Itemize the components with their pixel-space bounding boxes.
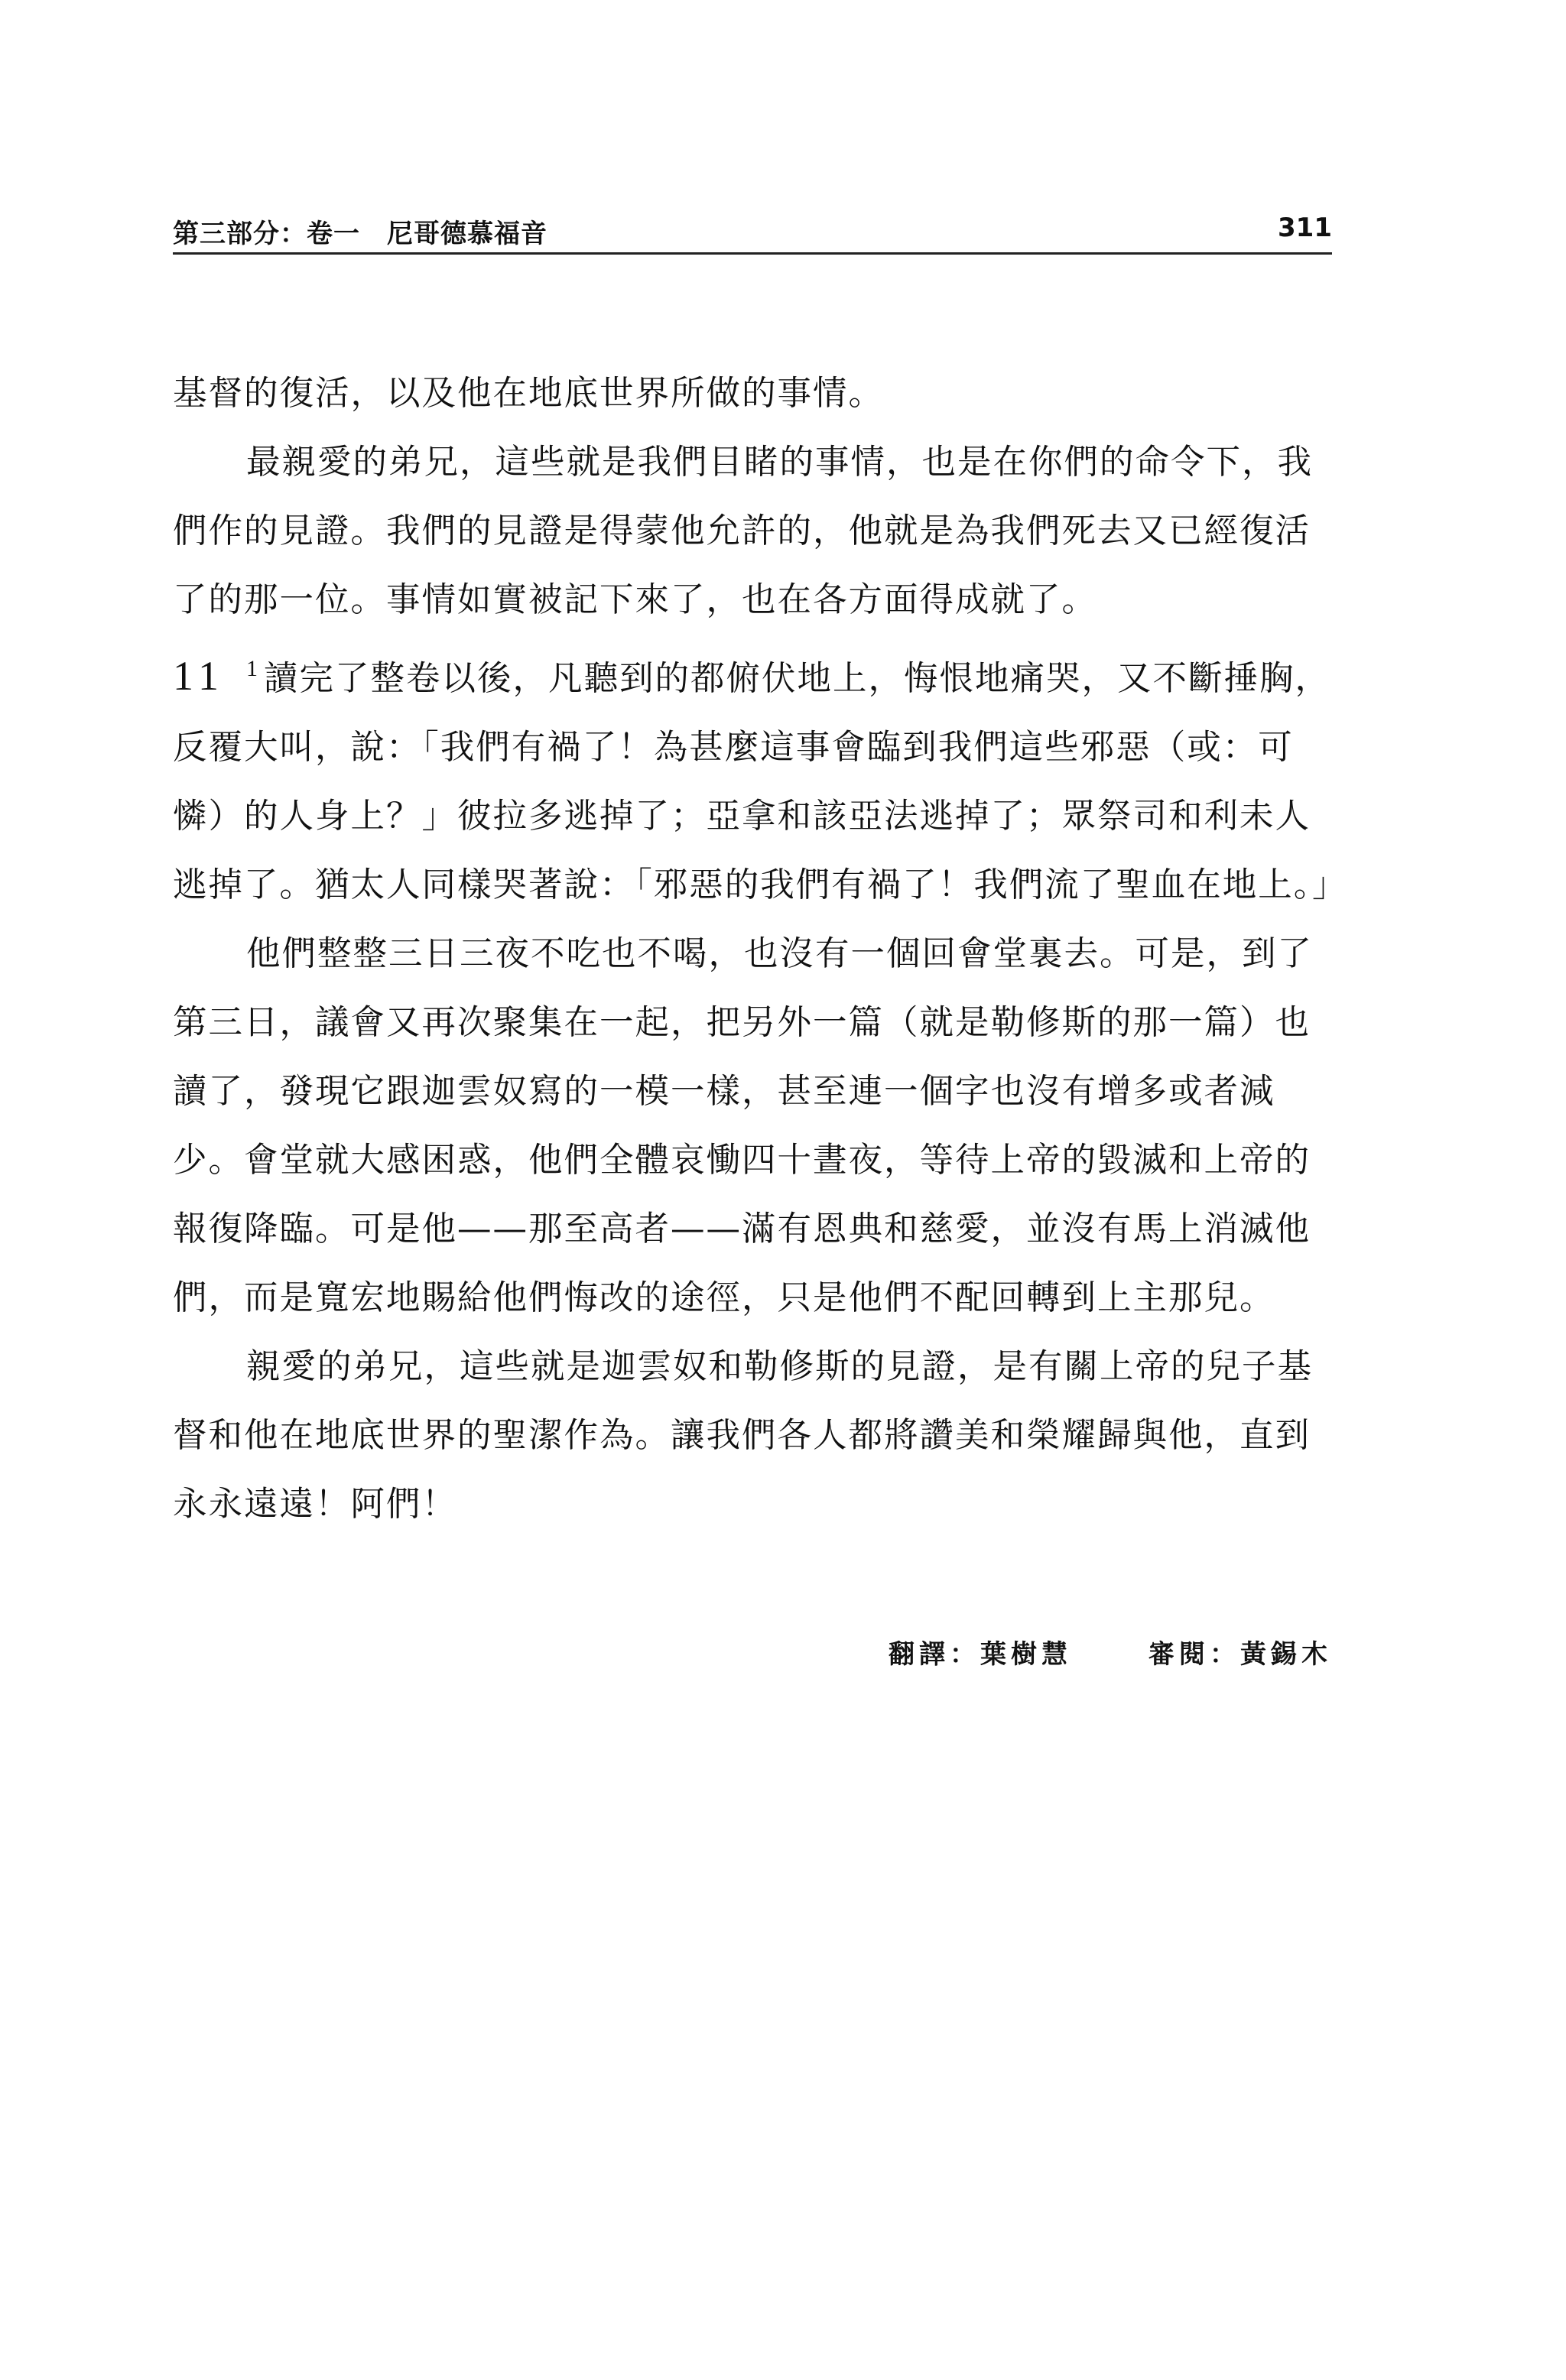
page-number: 311 bbox=[1278, 213, 1332, 243]
main-text bbox=[173, 359, 1348, 1539]
verse-number: 1 bbox=[246, 656, 259, 681]
credits-line bbox=[889, 1633, 1332, 1671]
translator-credit: 翻譯：葉樹慧 bbox=[889, 1639, 1072, 1670]
paragraph-3-text: 讀完了整卷以後，凡聽到的都俯伏地上，悔恨地痛哭，又不斷捶胸，反覆大叫，說：「我們有禍了！為甚麼這事會臨到我們這些邪惡（或：可憐）的人身上？」彼拉多逃掉了；亞拿和該亞法逃掉了；眾祭司和利未人逃掉了。猶太人同樣哭著說：「邪惡的我們有禍了！我們流了聖血在地上。」 bbox=[173, 659, 1348, 904]
paragraph-3 bbox=[173, 635, 1348, 920]
paragraph-4: 他們整整三日三夜不吃也不喝，也沒有一個回會堂裏去。可是，到了第三日，議會又再次聚集在一起，把另外一篇（就是勒修斯的那一篇）也讀了，發現它跟迦雲奴寫的一模一樣，甚至連一個字也沒有增多或者減少。會堂就大感困惑，他們全體哀慟四十晝夜，等待上帝的毀滅和上帝的報復降臨。可是他——那至高者——滿有恩典和慈愛，並沒有馬上消滅他們，而是寬宏地賜給他們悔改的途徑，只是他們不配回轉到上主那兒。 bbox=[173, 934, 1314, 1317]
paragraph-5: 親愛的弟兄，這些就是迦雲奴和勒修斯的見證，是有關上帝的兒子基督和他在地底世界的聖潔作為。讓我們各人都將讚美和榮耀歸與他，直到永永遠遠！阿們！ bbox=[173, 1347, 1314, 1524]
running-title: 第三部分：卷一 尼哥德慕福音 bbox=[173, 219, 547, 249]
chapter-number: 11 bbox=[173, 653, 225, 699]
paragraph-1: 基督的復活，以及他在地底世界所做的事情。 bbox=[173, 374, 885, 413]
paragraph-2: 最親愛的弟兄，這些就是我們目睹的事情，也是在你們的命令下，我們作的見證。我們的見證是得蒙他允許的，他就是為我們死去又已經復活了的那一位。事情如實被記下來了，也在各方面得成就了。 bbox=[173, 443, 1314, 619]
running-header bbox=[173, 213, 1332, 255]
reviewer-credit: 審閱：黃錫木 bbox=[1149, 1639, 1332, 1670]
